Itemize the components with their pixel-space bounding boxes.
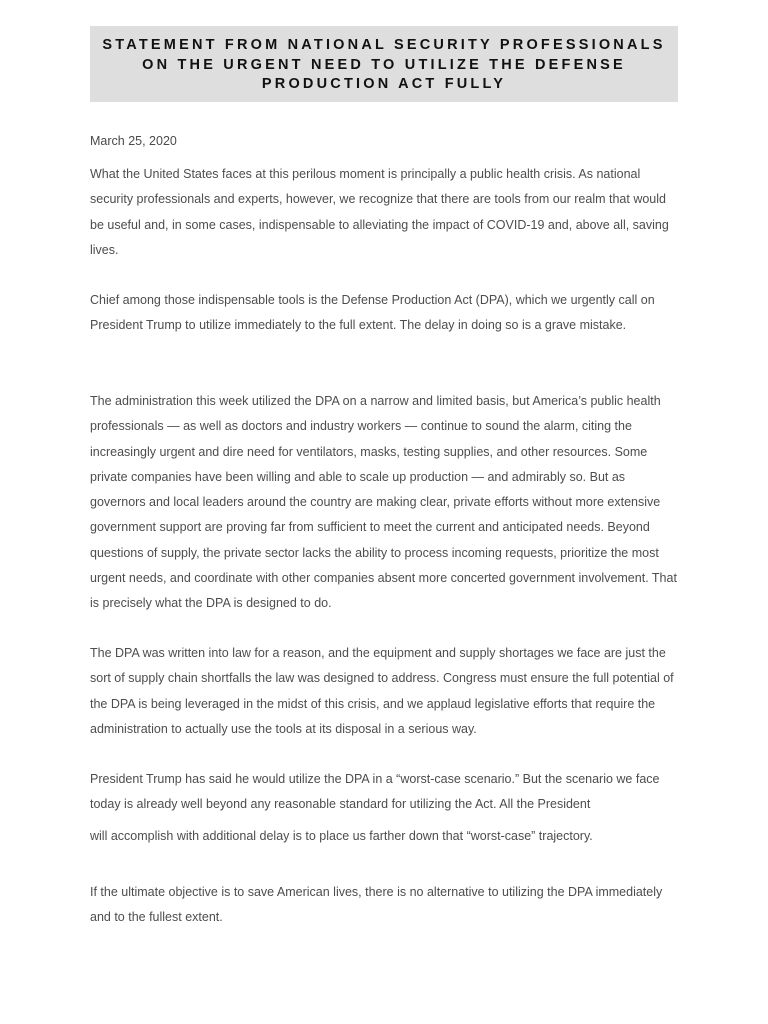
- paragraph-1: What the United States faces at this perilous moment is principally a public health crisis. As national security professionals and experts, however, we recognize that there are tools from our realm that would be useful and, in some cases, indispensable to alleviating the impact of COVID-19 and, above all, saving lives.: [90, 167, 669, 257]
- paragraph-5: President Trump has said he would utilize the DPA in a “worst-case scenario.” But the scenario we face today is already well beyond any reasonable standard for utilizing the Act. All the President: [90, 772, 660, 811]
- paragraph-6: If the ultimate objective is to save American lives, there is no alternative to utilizing the DPA immediately and to the fullest extent.: [90, 885, 663, 925]
- title-line-2: ON THE URGENT NEED TO UTILIZE THE DEFENSE: [142, 56, 626, 73]
- paragraph-5-continued: will accomplish with additional delay is to place us farther down that “worst-case” trajectory.: [90, 829, 593, 843]
- title-line-3: PRODUCTION ACT FULLY: [261, 76, 507, 92]
- paragraph-2: Chief among those indispensable tools is the Defense Production Act (DPA), which we urgently call on President Trump to utilize immediately to the full extent. The delay in doing so is a grave mistake.: [90, 293, 655, 333]
- title-line-1: STATEMENT FROM NATIONAL SECURITY PROFESSIONALS: [102, 37, 666, 53]
- paragraph-3: The administration this week utilized the DPA on a narrow and limited basis, but America’s public health professionals — as well as doctors and industry workers — continue to sound the alarm, citing the increasingly urgent and dire need for ventilators, masks, testing supplies, and other resources. Some private companies have been willing and able to scale up production — and admirably so. But as governors and local leaders around the country are making clear, private efforts without more extensive government support are proving far from sufficient to meet the current and anticipated needs. Beyond questions of supply, the private sector lacks the ability to process incoming requests, prioritize the most urgent needs, and coordinate with other companies absent more concerted government involvement. That is precisely what the DPA is designed to do.: [90, 394, 677, 611]
- paragraph-4: The DPA was written into law for a reason, and the equipment and supply shortages we face are just the sort of supply chain shortfalls the law was designed to address. Congress must ensure the full potential of the DPA is being leveraged in the midst of this crisis, and we applaud legislative efforts that require the administration to actually use the tools at its disposal in a serious way.: [90, 646, 674, 736]
- title-banner: [90, 26, 678, 102]
- document-page: [90, 26, 678, 925]
- statement-date: March 25, 2020: [90, 134, 177, 148]
- document-title: [90, 36, 678, 95]
